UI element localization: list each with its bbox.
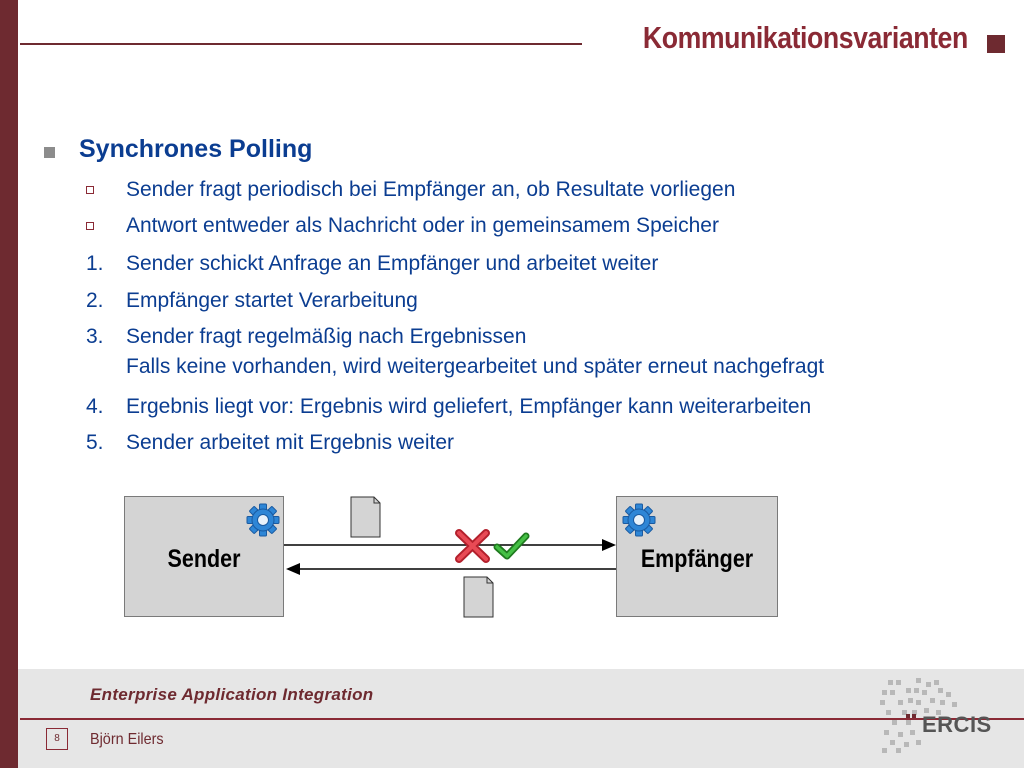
square-bullet-icon (44, 147, 55, 158)
cross-icon (459, 533, 486, 559)
step-number: 2. (86, 289, 104, 312)
step-item (40, 286, 1000, 322)
slide-content (40, 135, 1000, 464)
footer-rule (20, 718, 1024, 720)
checkmark-icon (497, 536, 526, 556)
step-text: Sender fragt regelmäßig nach Ergebnissen (126, 325, 527, 348)
sub-bullet-text: Antwort entweder als Nachricht oder in gemeinsamem Speicher (126, 214, 719, 237)
document-icon (351, 497, 380, 537)
step-item (40, 249, 1000, 286)
request-arrow (284, 539, 616, 551)
footer-title: Enterprise Application Integration (90, 685, 374, 704)
header-rule (20, 43, 582, 45)
step-text: Ergebnis liegt vor: Ergebnis wird geliefert, Empfänger kann weiterarbeiten (126, 395, 812, 418)
step-number: 3. (86, 325, 104, 348)
hollow-square-bullet-icon (86, 186, 94, 194)
document-icon (464, 577, 493, 617)
polling-diagram (124, 495, 784, 620)
step-item (40, 322, 1000, 392)
response-arrow (286, 563, 616, 575)
main-bullet (40, 135, 1000, 167)
title-square-icon (987, 35, 1005, 53)
hollow-square-bullet-icon (86, 222, 94, 230)
step-text-continuation: Falls keine vorhanden, wird weitergearbeitet und später erneut nachgefragt (126, 355, 825, 378)
step-text: Sender schickt Anfrage an Empfänger und arbeitet weiter (126, 252, 659, 275)
author-name: Björn Eilers (90, 731, 164, 748)
diagram-arrows (124, 495, 784, 620)
step-number: 4. (86, 395, 104, 418)
sub-bullet-text: Sender fragt periodisch bei Empfänger an, ob Resultate vorliegen (126, 178, 736, 201)
left-accent-bar (0, 0, 18, 768)
step-text: Sender arbeitet mit Ergebnis weiter (126, 431, 454, 454)
step-item (40, 392, 1000, 428)
main-bullet-label: Synchrones Polling (79, 135, 313, 163)
step-text: Empfänger startet Verarbeitung (126, 289, 418, 312)
step-item (40, 428, 1000, 464)
slide-title: Kommunikationsvarianten (643, 20, 968, 55)
sub-bullet (40, 175, 1000, 211)
step-number: 1. (86, 252, 104, 275)
sender-label: Sender (167, 545, 241, 573)
receiver-label: Empfänger (640, 545, 754, 573)
page-number: 8 (46, 728, 68, 750)
step-number: 5. (86, 431, 104, 454)
sub-bullet (40, 211, 1000, 249)
ercis-logo-text: ERCIS (922, 712, 992, 737)
